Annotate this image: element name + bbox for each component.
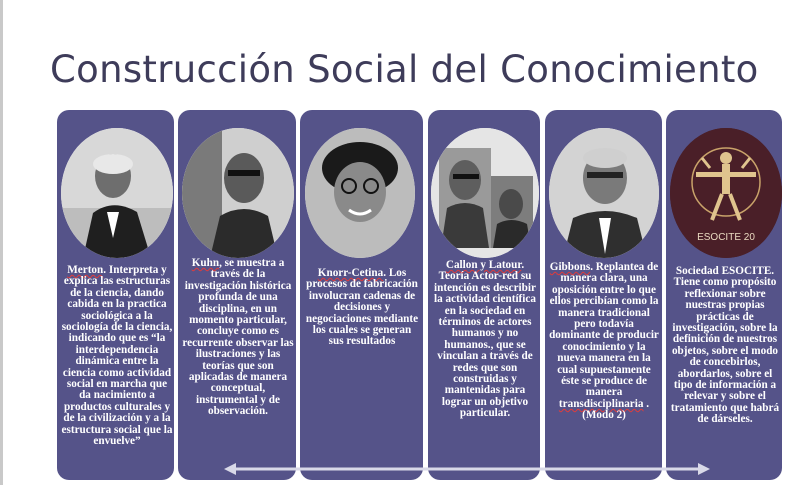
gibbons-keyword: transdisciplinaria	[558, 397, 644, 410]
knorr-cetina-name: Knorr-Cetina	[317, 267, 384, 279]
merton-description: Merton. Interpreta y explica las estructuras de la ciencia, dando cabida en la practica sociológica a la sociología de la ciencia, indicando que es “la interdependencia dinámica entre la ciencia como actividad social en marcha que da nacimiento a productos culturales y de la civilización y a la estructura social que la envuelve”	[61, 264, 173, 448]
merton-portrait	[61, 128, 173, 258]
callon-latour-portrait	[431, 128, 539, 258]
kuhn-name: Kuhn	[191, 257, 220, 269]
knorr-cetina-description: Knorr-Cetina. Los procesos de fabricación involucran cadenas de decisiones y negociaciones mediante los cuales se generan sus resultados	[305, 267, 419, 348]
esocite-name: Sociedad ESOCITE.	[675, 265, 775, 277]
double-arrow-icon	[222, 462, 712, 476]
kuhn-portrait	[182, 128, 294, 258]
callon-latour-name: Callon y Latour	[445, 259, 522, 271]
kuhn-description: Kuhn, se muestra a través de la investigación histórica profunda de una disciplina, en un momento particular, concluye como es recurrente observar las ilustraciones y las teorías que son aplicadas de manera conceptual, instrumental y de observación.	[182, 257, 294, 418]
gibbons-portrait	[549, 128, 659, 258]
gibbons-name: Gibbons	[549, 261, 591, 273]
slide-left-border	[0, 0, 3, 485]
knorr-cetina-portrait	[305, 128, 415, 258]
callon-latour-description: Callon y Latour. Teoría Actor-red su intención es describir la actividad científica en la sociedad en términos de actores humanos y no humanos., que se vinculan a través de redes que son construidas y mantenidas para lograr un objetivo particular.	[434, 259, 536, 420]
gibbons-description: Gibbons. Replantea de manera clara, una oposición entre lo que ellos percibían como la manera tradicional pero todavía dominante de producir conocimiento y la nueva manera en la cual supuestamente éste se produce de manera transdisciplinaria . (Modo 2)	[549, 261, 659, 422]
esocite-logo-text: ESOCITE 20	[697, 232, 755, 243]
esocite-logo	[670, 128, 782, 258]
merton-name: Merton	[67, 264, 104, 276]
esocite-description: Sociedad ESOCITE. Tiene como propósito reflexionar sobre nuestras propias prácticas de investigación, sobre la definición de nuestros objetos, sobre el modo de concebirlos, abordarlos, sobre el tipo de información a relevar y sobre el tratamiento que habrá de dárseles.	[670, 265, 780, 426]
slide-title: Construcción Social del Conocimiento	[50, 48, 759, 91]
